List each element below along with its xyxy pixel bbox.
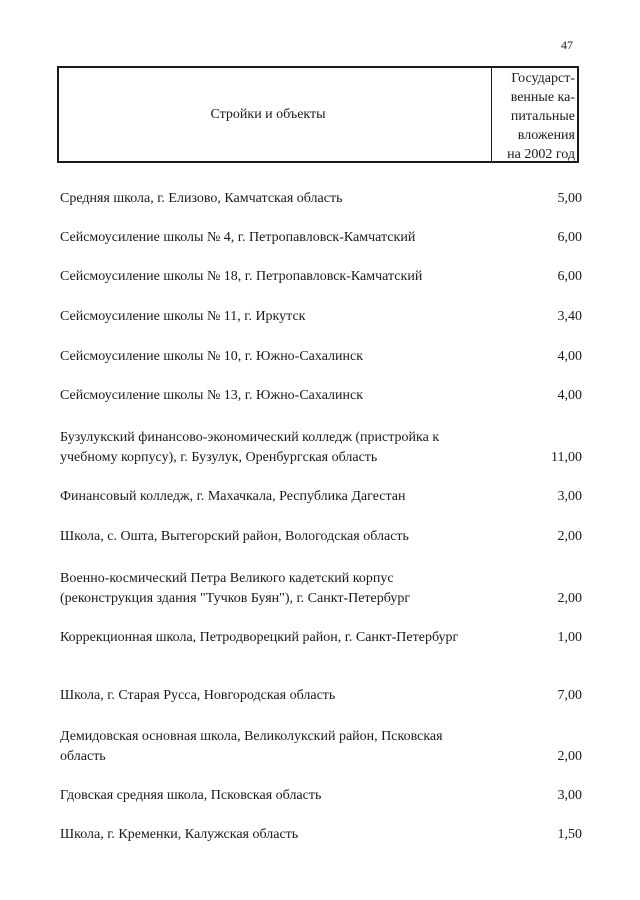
table-row — [60, 189, 582, 209]
row-name: Сейсмоусиление школы № 18, г. Петропавловск-Камчатский — [60, 269, 423, 284]
table-row — [60, 628, 582, 648]
table-row — [60, 727, 582, 767]
row-value: 3,40 — [557, 309, 582, 324]
investment-column-header: Государст- венные ка- питальные вложения на 2002 год — [491, 68, 577, 161]
row-value: 2,00 — [557, 529, 582, 544]
table-row — [60, 527, 582, 547]
row-name: Бузулукский финансово-экономический колледж (пристройка к учебному корпусу), г. Бузулук, Оренбургская область — [60, 430, 440, 465]
table-row — [60, 786, 582, 806]
row-value: 6,00 — [557, 269, 582, 284]
table-row — [60, 267, 582, 287]
table-row — [60, 487, 582, 507]
table-row — [60, 307, 582, 327]
row-value: 11,00 — [551, 450, 582, 465]
table-row — [60, 569, 582, 609]
row-value: 7,00 — [557, 688, 582, 703]
table-row — [60, 825, 582, 845]
row-value: 4,00 — [557, 349, 582, 364]
row-name: Гдовская средняя школа, Псковская область — [60, 788, 322, 803]
row-name: Школа, г. Кременки, Калужская область — [60, 827, 299, 842]
row-value: 2,00 — [557, 591, 582, 606]
row-name: Сейсмоусиление школы № 4, г. Петропавловск-Камчатский — [60, 230, 416, 245]
row-name: Сейсмоусиление школы № 10, г. Южно-Сахалинск — [60, 349, 364, 364]
row-value: 6,00 — [557, 230, 582, 245]
row-name: Сейсмоусиление школы № 13, г. Южно-Сахалинск — [60, 388, 364, 403]
table-row — [60, 686, 582, 706]
row-name: Школа, с. Ошта, Вытегорский район, Вологодская область — [60, 529, 409, 544]
table-row — [60, 428, 582, 468]
table-row — [60, 228, 582, 248]
table-row — [60, 386, 582, 406]
row-value: 3,00 — [557, 788, 582, 803]
row-value: 1,50 — [557, 827, 582, 842]
row-name: Сейсмоусиление школы № 11, г. Иркутск — [60, 309, 306, 324]
row-name: Средняя школа, г. Елизово, Камчатская область — [60, 191, 343, 206]
row-value: 4,00 — [557, 388, 582, 403]
table-row — [60, 347, 582, 367]
row-name: Демидовская основная школа, Великолукский район, Псковская область — [60, 729, 443, 764]
page-number: 47 — [561, 38, 573, 52]
row-value: 5,00 — [557, 191, 582, 206]
table-header — [57, 66, 579, 163]
row-name: Военно-космический Петра Великого кадетский корпус (реконструкция здания "Тучков Буян"), г. Санкт-Петербург — [60, 571, 411, 606]
row-name: Коррекционная школа, Петродворецкий район, г. Санкт-Петербург — [60, 630, 459, 645]
row-value: 1,00 — [557, 630, 582, 645]
objects-column-header: Стройки и объекты — [210, 106, 326, 122]
row-value: 2,00 — [557, 749, 582, 764]
row-name: Школа, г. Старая Русса, Новгородская область — [60, 688, 336, 703]
row-value: 3,00 — [557, 489, 582, 504]
row-name: Финансовый колледж, г. Махачкала, Республика Дагестан — [60, 489, 406, 504]
